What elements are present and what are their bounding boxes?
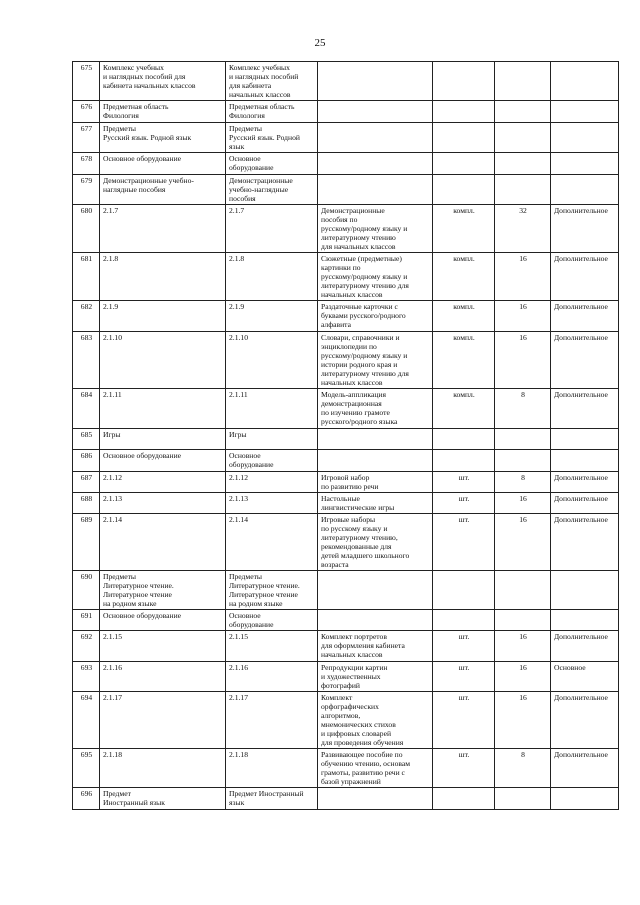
code-cell: Основное оборудование [100, 450, 226, 472]
unit-cell: компл. [433, 205, 495, 253]
code-cell: Основное оборудование [100, 610, 226, 631]
row-number: 695 [73, 749, 100, 788]
code-cell: Игры [100, 429, 226, 450]
code-cell: 2.1.12 [100, 472, 226, 493]
code-cell: 2.1.15 [100, 631, 226, 662]
quantity-cell: 8 [495, 749, 551, 788]
name-cell: Основное оборудование [226, 450, 318, 472]
quantity-cell [495, 571, 551, 610]
quantity-cell: 16 [495, 692, 551, 749]
row-number: 694 [73, 692, 100, 749]
quantity-cell [495, 175, 551, 205]
quantity-cell [495, 153, 551, 175]
name-cell: 2.1.8 [226, 253, 318, 301]
quantity-cell: 16 [495, 493, 551, 514]
table-row [73, 450, 619, 472]
code-cell: 2.1.11 [100, 389, 226, 429]
unit-cell [433, 610, 495, 631]
quantity-cell [495, 62, 551, 101]
description-cell: Комплект орфографических алгоритмов, мнемонических стихов и цифровых словарей для проведения обучения [318, 692, 433, 749]
unit-cell: компл. [433, 332, 495, 389]
name-cell: Комплекс учебных и наглядных пособий для кабинета начальных классов [226, 62, 318, 101]
description-cell: Демонстрационные пособия по русскому/родному языку и литературному чтению для начальных классов [318, 205, 433, 253]
category-cell [551, 62, 619, 101]
code-cell: Предмет Иностранный язык [100, 788, 226, 810]
code-cell: 2.1.9 [100, 301, 226, 332]
name-cell: Основное оборудование [226, 610, 318, 631]
code-cell: 2.1.10 [100, 332, 226, 389]
row-number: 689 [73, 514, 100, 571]
category-cell [551, 175, 619, 205]
table-row [73, 123, 619, 153]
quantity-cell: 16 [495, 301, 551, 332]
name-cell: 2.1.7 [226, 205, 318, 253]
category-cell: Дополнительное [551, 205, 619, 253]
quantity-cell [495, 123, 551, 153]
quantity-cell [495, 788, 551, 810]
table-row [73, 301, 619, 332]
description-cell: Развивающее пособие по обучению чтению, основам грамоты, развитию речи с базой упражнений [318, 749, 433, 788]
row-number: 686 [73, 450, 100, 472]
unit-cell: шт. [433, 662, 495, 692]
name-cell: 2.1.16 [226, 662, 318, 692]
description-cell: Настольные лингвистические игры [318, 493, 433, 514]
row-number: 677 [73, 123, 100, 153]
name-cell: 2.1.18 [226, 749, 318, 788]
description-cell [318, 610, 433, 631]
description-cell [318, 101, 433, 123]
description-cell [318, 788, 433, 810]
table-row [73, 662, 619, 692]
table-row [73, 62, 619, 101]
table-row [73, 175, 619, 205]
category-cell: Дополнительное [551, 514, 619, 571]
category-cell [551, 610, 619, 631]
category-cell [551, 153, 619, 175]
table-row [73, 749, 619, 788]
code-cell: 2.1.13 [100, 493, 226, 514]
quantity-cell [495, 101, 551, 123]
table-row [73, 788, 619, 810]
name-cell: 2.1.13 [226, 493, 318, 514]
table-row [73, 429, 619, 450]
row-number: 675 [73, 62, 100, 101]
table-row [73, 514, 619, 571]
table-row [73, 493, 619, 514]
unit-cell [433, 123, 495, 153]
code-cell: 2.1.8 [100, 253, 226, 301]
description-cell: Игровой набор по развитию речи [318, 472, 433, 493]
description-cell: Игровые наборы по русскому языку и литературному чтению, рекомендованные для детей младшего школьного возраста [318, 514, 433, 571]
unit-cell: компл. [433, 301, 495, 332]
name-cell: Предметная область Филология [226, 101, 318, 123]
quantity-cell: 16 [495, 514, 551, 571]
row-number: 688 [73, 493, 100, 514]
description-cell [318, 153, 433, 175]
unit-cell [433, 571, 495, 610]
category-cell: Дополнительное [551, 389, 619, 429]
unit-cell: шт. [433, 472, 495, 493]
table-row [73, 631, 619, 662]
row-number: 678 [73, 153, 100, 175]
row-number: 680 [73, 205, 100, 253]
name-cell: 2.1.10 [226, 332, 318, 389]
quantity-cell: 8 [495, 472, 551, 493]
code-cell: 2.1.14 [100, 514, 226, 571]
row-number: 690 [73, 571, 100, 610]
description-cell: Сюжетные (предметные) картинки по русскому/родному языку и литературному чтению для начальных классов [318, 253, 433, 301]
category-cell [551, 429, 619, 450]
equipment-table [72, 61, 619, 810]
name-cell: 2.1.12 [226, 472, 318, 493]
description-cell [318, 123, 433, 153]
code-cell: Предметы Русский язык. Родной язык [100, 123, 226, 153]
name-cell: 2.1.14 [226, 514, 318, 571]
unit-cell [433, 153, 495, 175]
quantity-cell [495, 429, 551, 450]
unit-cell [433, 450, 495, 472]
row-number: 692 [73, 631, 100, 662]
code-cell: 2.1.16 [100, 662, 226, 692]
category-cell [551, 123, 619, 153]
category-cell: Дополнительное [551, 253, 619, 301]
description-cell: Словари, справочники и энциклопедии по русскому/родному языку и истории родного края и литературному чтению для начальных классов [318, 332, 433, 389]
row-number: 683 [73, 332, 100, 389]
row-number: 687 [73, 472, 100, 493]
unit-cell [433, 429, 495, 450]
category-cell: Дополнительное [551, 493, 619, 514]
unit-cell: шт. [433, 749, 495, 788]
name-cell: Предметы Русский язык. Родной язык [226, 123, 318, 153]
page-number: 25 [314, 37, 326, 49]
unit-cell: шт. [433, 692, 495, 749]
unit-cell: шт. [433, 631, 495, 662]
description-cell [318, 429, 433, 450]
description-cell: Репродукции картин и художественных фотографий [318, 662, 433, 692]
row-number: 679 [73, 175, 100, 205]
category-cell [551, 571, 619, 610]
table-row [73, 205, 619, 253]
description-cell [318, 175, 433, 205]
code-cell: Комплекс учебных и наглядных пособий для кабинета начальных классов [100, 62, 226, 101]
name-cell: 2.1.15 [226, 631, 318, 662]
unit-cell: компл. [433, 253, 495, 301]
code-cell: Основное оборудование [100, 153, 226, 175]
name-cell: 2.1.17 [226, 692, 318, 749]
unit-cell: шт. [433, 493, 495, 514]
quantity-cell [495, 450, 551, 472]
table-row [73, 101, 619, 123]
row-number: 684 [73, 389, 100, 429]
code-cell: Демонстрационные учебно- наглядные пособия [100, 175, 226, 205]
row-number: 682 [73, 301, 100, 332]
name-cell: Демонстрационные учебно-наглядные пособия [226, 175, 318, 205]
name-cell: Игры [226, 429, 318, 450]
table-body [73, 62, 619, 810]
category-cell: Дополнительное [551, 631, 619, 662]
quantity-cell [495, 610, 551, 631]
quantity-cell: 16 [495, 253, 551, 301]
unit-cell: компл. [433, 389, 495, 429]
row-number: 693 [73, 662, 100, 692]
category-cell: Дополнительное [551, 301, 619, 332]
table-row [73, 253, 619, 301]
unit-cell: шт. [433, 514, 495, 571]
name-cell: 2.1.11 [226, 389, 318, 429]
category-cell: Дополнительное [551, 692, 619, 749]
name-cell: Предмет Иностранный язык [226, 788, 318, 810]
description-cell: Раздаточные карточки с буквами русского/родного алфавита [318, 301, 433, 332]
quantity-cell: 16 [495, 631, 551, 662]
table-row [73, 472, 619, 493]
name-cell: Основное оборудование [226, 153, 318, 175]
unit-cell [433, 788, 495, 810]
description-cell: Комплект портретов для оформления кабинета начальных классов [318, 631, 433, 662]
category-cell: Дополнительное [551, 332, 619, 389]
row-number: 696 [73, 788, 100, 810]
quantity-cell: 8 [495, 389, 551, 429]
code-cell: 2.1.18 [100, 749, 226, 788]
quantity-cell: 16 [495, 662, 551, 692]
row-number: 685 [73, 429, 100, 450]
table-row [73, 571, 619, 610]
table-row [73, 332, 619, 389]
table-row [73, 153, 619, 175]
category-cell [551, 450, 619, 472]
row-number: 681 [73, 253, 100, 301]
name-cell: Предметы Литературное чтение. Литературное чтение на родном языке [226, 571, 318, 610]
table-row [73, 389, 619, 429]
description-cell [318, 571, 433, 610]
row-number: 676 [73, 101, 100, 123]
category-cell: Дополнительное [551, 749, 619, 788]
name-cell: 2.1.9 [226, 301, 318, 332]
row-number: 691 [73, 610, 100, 631]
code-cell: Предметная область Филология [100, 101, 226, 123]
table-row [73, 610, 619, 631]
description-cell: Модель-аппликация демонстрационная по изучению грамоте русского/родного языка [318, 389, 433, 429]
unit-cell [433, 175, 495, 205]
table-row [73, 692, 619, 749]
quantity-cell: 16 [495, 332, 551, 389]
quantity-cell: 32 [495, 205, 551, 253]
unit-cell [433, 101, 495, 123]
category-cell [551, 101, 619, 123]
category-cell [551, 788, 619, 810]
code-cell: 2.1.7 [100, 205, 226, 253]
code-cell: 2.1.17 [100, 692, 226, 749]
category-cell: Основное [551, 662, 619, 692]
description-cell [318, 450, 433, 472]
description-cell [318, 62, 433, 101]
code-cell: Предметы Литературное чтение. Литературное чтение на родном языке [100, 571, 226, 610]
category-cell: Дополнительное [551, 472, 619, 493]
unit-cell [433, 62, 495, 101]
